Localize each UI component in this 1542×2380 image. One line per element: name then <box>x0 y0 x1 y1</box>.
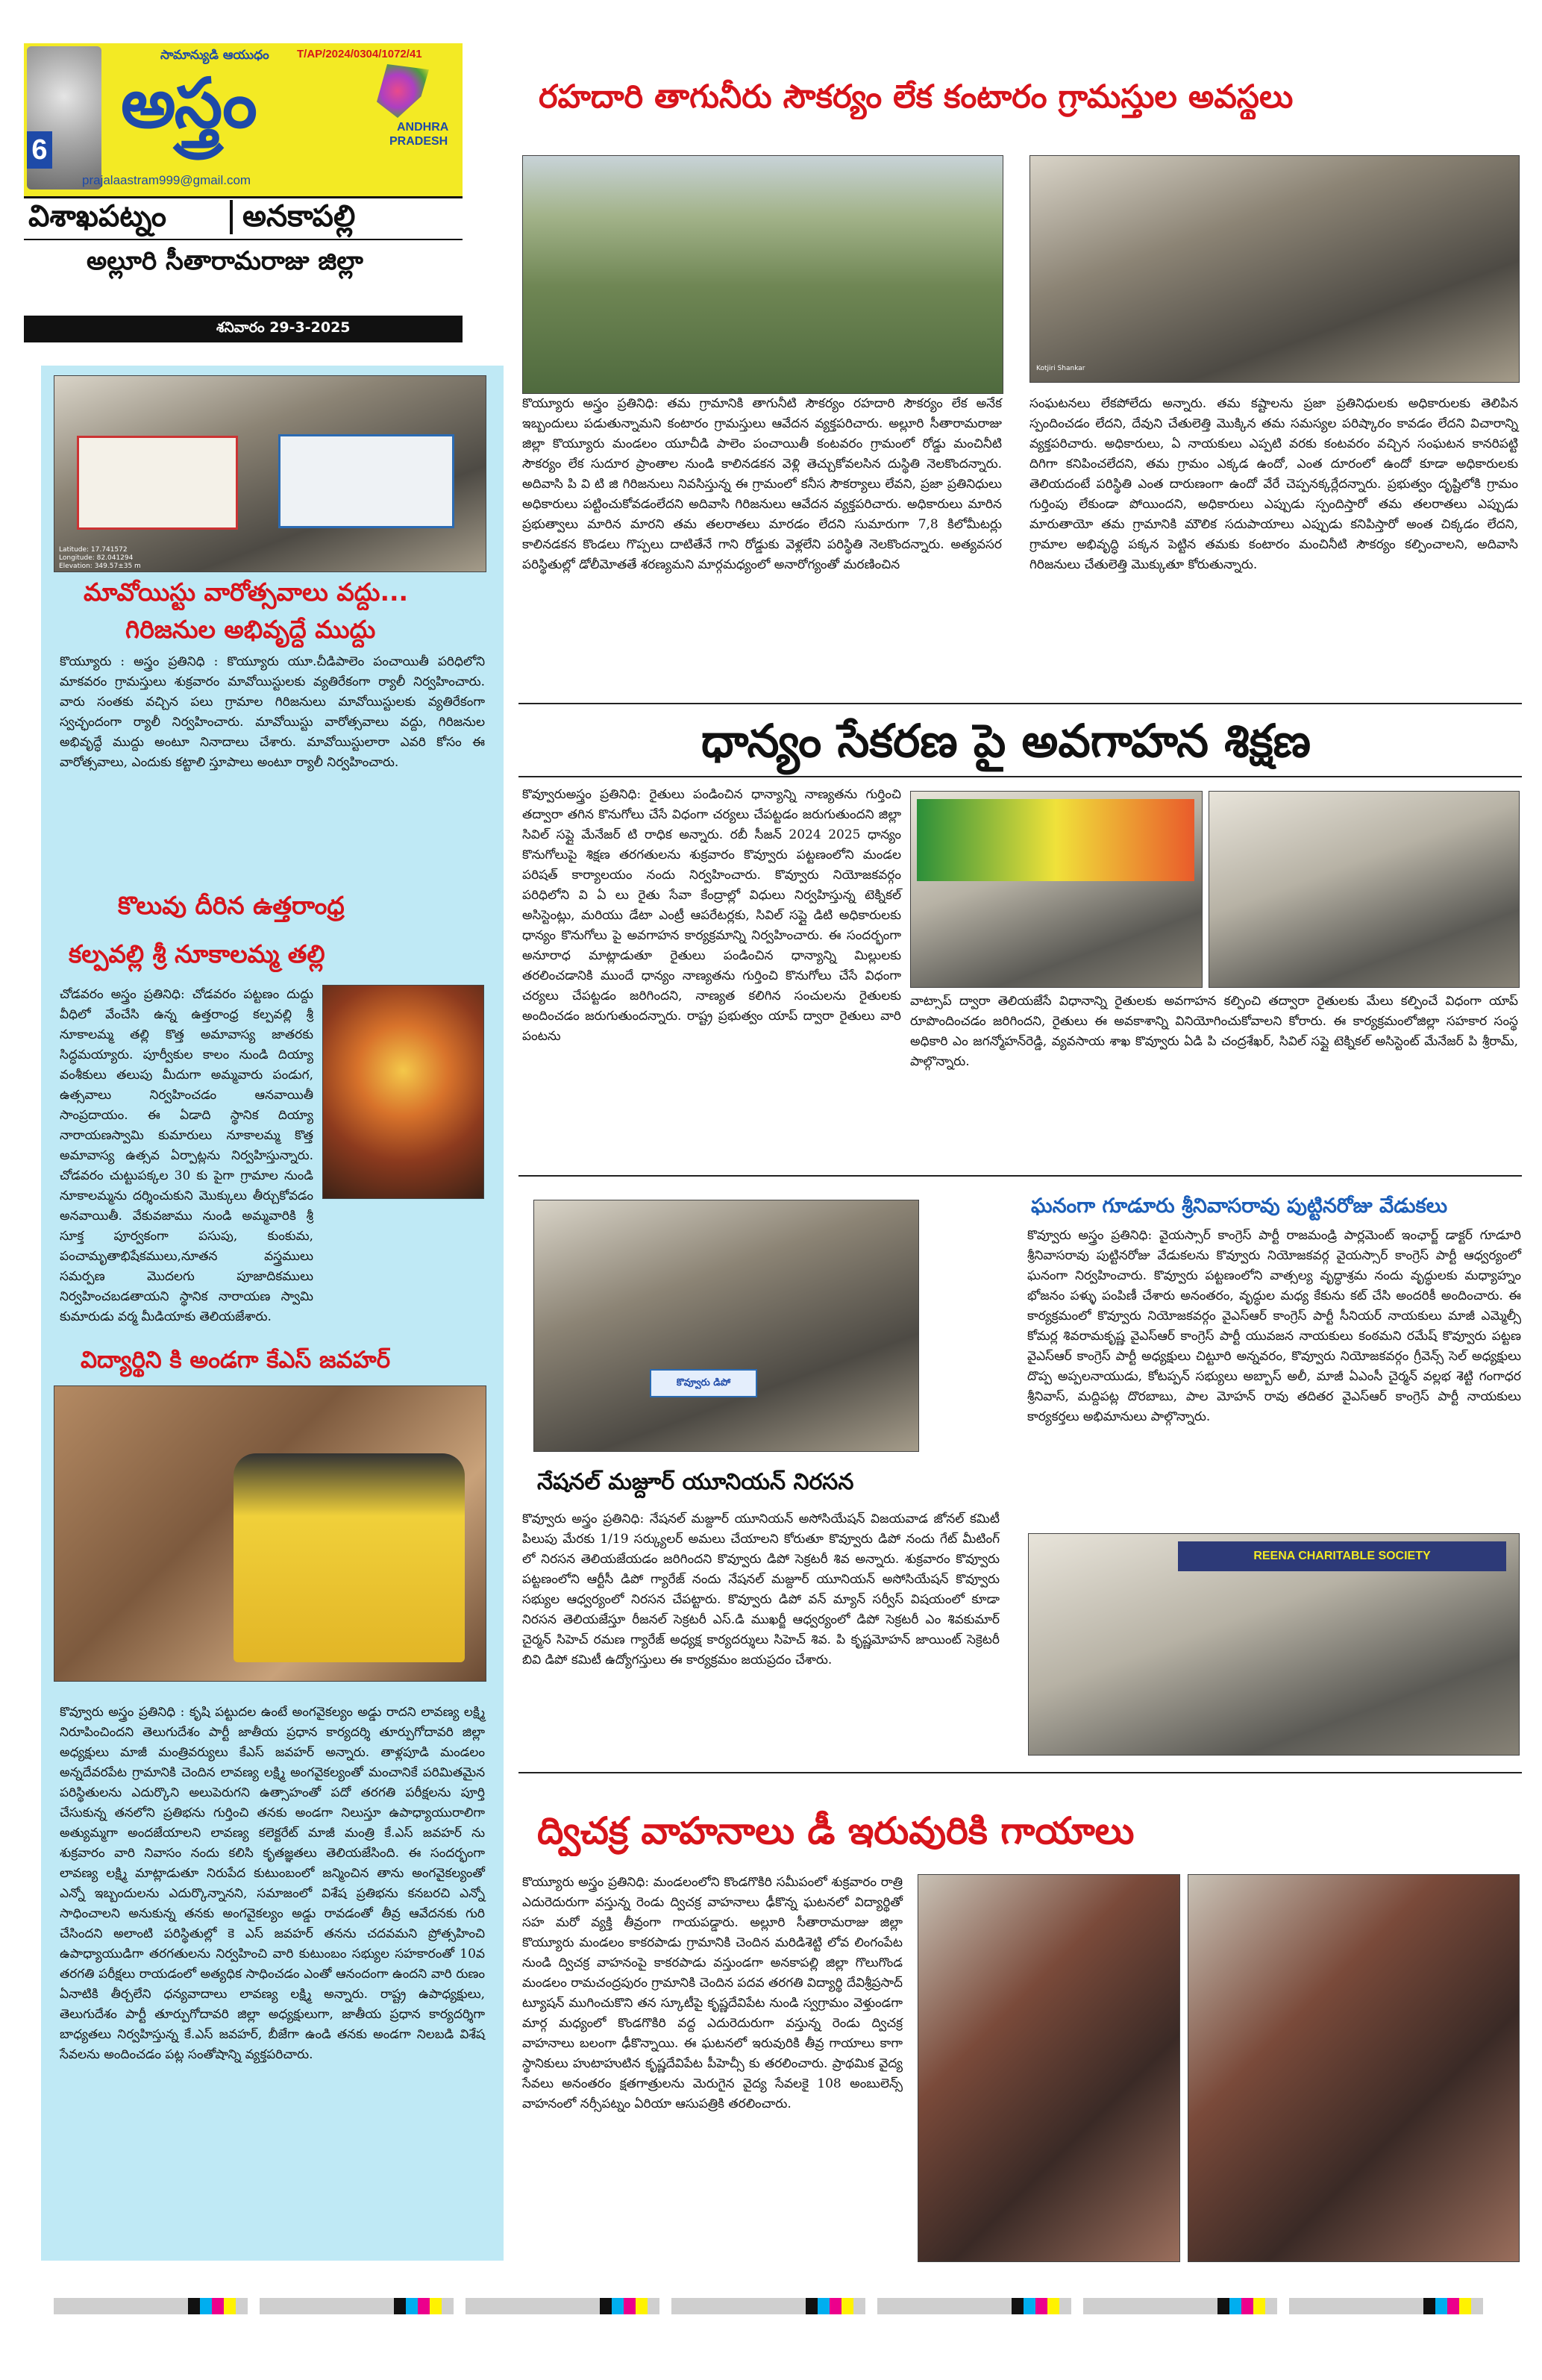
accident-headline: ద్విచక్ర వాహనాలు డీ ఇరువురికి గాయాలు <box>537 1809 1135 1853</box>
goddess-headline-1: కొలువు దీరిన ఉత్తరాంధ్ర <box>118 891 345 920</box>
district-name-2: అనకాపల్లి <box>242 199 356 234</box>
union-banner: కొవ్వూరు డిపో <box>650 1369 757 1397</box>
district-name-1: విశాఖపట్నం <box>28 199 166 234</box>
grain-article-col1: కొవ్వూరుఅస్త్రం ప్రతినిధి: రైతులు పండించిన ధాన్యాన్ని నాణ్యతను గుర్తించి తద్వారా తగిన కొనుగోలు చేసే విధంగా చర్యలు చేపట్టడం జరుగుతుందని జిల్లా సివిల్ సప్లై మేనేజర్ టి రాధిక అన్నారు. రబీ సీజన్ 2024 2025 ధాన్యం కొనుగోలుపై శిక్షణ తరగతులను శుక్రవారం కొవ్వూరు పట్టణంలోని మండల పరిషత్ కార్యాలయం నందు నిర్వహించారు. కొవ్వూరు నియోజకవర్గం పరిధిలోని వి ఏ లు రైతు సేవా కేంద్రాల్లో విధులు నిర్వహిస్తున్న టెక్నికల్ అసిస్టెంట్లు, మరియు డేటా ఎంట్రీ ఆపరేటర్లకు, సివిల్ సప్లై డిటి అధికారులకు ధాన్యం కొనుగోలు పై అవగాహన కార్యక్రమాన్ని నిర్వహించారు. ఈ సందర్భంగా అనూరాధ మాట్లాడుతూ రైతులు పండించిన ధాన్యాన్ని మిల్లులకు తరలించడానికి ముందే ధాన్యం నాణ్యతను గుర్తించి కొనుగోలు చేసే విధంగా చర్యలు చేపట్టడం జరిగిందని, నాణ్యత కలిగిన సంచులను రైతులకు అందించడం జరుగుతుందన్నారు. రాష్ట్ర ప్రభుత్వం యాప్ ద్వారా రైతులు వారి పంటను <box>522 787 901 1044</box>
masthead-slogan: సామాన్యుడి ఆయుధం <box>160 48 269 63</box>
road-photo-credit: Kotjiri Shankar <box>1036 365 1085 372</box>
grain-stage-banner <box>917 799 1194 881</box>
rally-banner-2 <box>278 434 454 528</box>
grain-photo-stage <box>910 791 1203 988</box>
union-photo <box>533 1200 919 1452</box>
road-headline: రహదారి తాగునీరు సౌకర్యం లేక కంటారం గ్రామస్తుల అవస్థలు <box>539 78 1294 116</box>
reg-number: T/AP/2024/0304/1072/41 <box>297 48 422 60</box>
gps-elevation: Elevation: 349.57±35 m <box>59 563 141 570</box>
rally-banner-1 <box>77 436 238 530</box>
road-photo-villagers <box>1029 155 1520 383</box>
student-article: కొవ్వూరు అస్త్రం ప్రతినిధి : కృషి పట్టుదల ఉంటే అంగవైకల్యం అడ్డు రాదని లావణ్య లక్ష్మి నిరూపించిందని తెలుగుదేశం పార్టీ జాతీయ ప్రధాన కార్యదర్శి తూర్పుగోదావరి జిల్లా అధ్యక్షులు మాజీ మంత్రివర్యులు కేఎస్ జవహర్ అన్నారు. తాళ్లపూడి మండలం అన్నదేవరపేట గ్రామానికి చెందిన లావణ్య లక్ష్మి అంగవైకల్యంతో మంచానికే పరిమితమైన పరిస్థితులను ఎదుర్కొని అలుపెరుగని ఉత్సాహంతో పదో తరగతి పరీక్షలను పూర్తి చేసుకున్న తనలోని ప్రతిభను గుర్తించి తనకు అండగా నిలుస్తూ ఉపాధ్యాయురాలిగా అత్యుమ్మగా అందజేయాలని లావణ్య కలెక్టరేట్ మాజీ మంత్రి కే.ఎస్ జవహర్ ను శుక్రవారం వారి నివాసం నందు కలిసి కృతజ్ఞతలు తెలియజేసింది. ఈ సందర్భంగా లావణ్య లక్ష్మి మాట్లాడుతూ నిరుపేద కుటుంబంలో జన్మించిన తాను అంగవైకల్యంతో ఎన్నో ఇబ్బందులను ఎదుర్కొన్నానని, సమాజంలో విశేష ప్రతిభను కనబరచి ఎన్నో సాధించాలని అనుకున్న తనకు అంగవైకల్యం అడ్డు రావడంతో తీవ్ర ఆవేదనకు గురి చేసిందని అలాంటి పరిస్థితుల్లో కె ఎస్ జవహర్ తనను చదవమని ప్రోత్సహించి ఉపాధ్యాయుడిగా తరగతులను నిర్వహించి వారి కుటుంబం సభ్యుల సహకారంతో 10వ తరగతి పరీక్షలు రాయడంలో అత్యధిక సాధించడం ఎంతో ఆనందంగా ఉందని వారి రుణం ఏనాటికి తీర్చలేని ధన్యవాదాలు లావణ్య లక్ష్మి అన్నారు. రాష్ట్ర ఉపాధ్యక్షులు, తెలుగుదేశం పార్టీ తూర్పుగోదావరి జిల్లా అధ్యక్షులుగా, జాతీయ ప్రధాన కార్యదర్శిగా బాధ్యతలు నిర్వహిస్తున్న కే.ఎస్ జవహర్, బీజేగా ఉండి తనకు అండగా నిలబడి విశేష సేవలను అందించడం పట్ల సంతోషాన్ని వ్యక్తపరిచారు. <box>60 1705 485 2062</box>
grain-article-col2: వాట్సాప్ ద్వారా తెలియజేసే విధానాన్ని రైతులకు అవగాహన కల్పించి తద్వారా రైతులకు మేలు కల్పించే విధంగా యాప్ రూపొందించడం జరిగిందని, రైతులు ఈ అవకాశాన్ని వినియోగించుకోవాలని కోరారు. ఈ కార్యక్రమంలోజిల్లా సహకార సంస్థ అధికారి ఎం జగన్మోహన్‌రెడ్డి, వ్యవసాయ శాఖ కొవ్వూరు ఏడి పి చంద్రశేఖర్, సివిల్ సప్లై టెక్నికల్ అసిస్టెంట్ మేనేజర్ పి శ్రీరామ్, పాల్గొన్నారు. <box>910 994 1518 1069</box>
grain-photo-audience <box>1209 791 1520 988</box>
birthday-banner: REENA CHARITABLE SOCIETY <box>1178 1541 1506 1571</box>
district-name-3: అల్లూరి సీతారామరాజు జిల్లా <box>87 246 363 276</box>
goddess-headline-2: కల్పవల్లి శ్రీ నూకాలమ్మ తల్లి <box>69 939 325 968</box>
separator-1 <box>518 703 1522 704</box>
auto-rickshaw-shape <box>234 1453 465 1662</box>
rally-headline-1: మావోయిస్టు వారోత్సవాలు వద్దు... <box>84 577 409 607</box>
masthead-email: prajalaastram999@gmail.com <box>82 173 251 187</box>
union-headline: నేషనల్ మజ్దూర్ యూనియన్ నిరసన <box>537 1469 854 1495</box>
state-name-1: ANDHRA <box>397 121 449 134</box>
rally-photo <box>54 375 486 572</box>
gps-latitude: Latitude: 17.741572 <box>59 546 128 554</box>
accident-photo-2 <box>1188 1874 1520 2262</box>
goddess-photo <box>322 985 484 1199</box>
district-divider <box>230 200 233 234</box>
road-article-col1: కొయ్యూరు అస్త్రం ప్రతినిధి: తమ గ్రామానికి తాగునీటి సౌకర్యం రహదారి సౌకర్యం లేక అనేక ఇబ్బందులు పడుతున్నామని కంటారం గ్రామస్తులు ఆవేదన వ్యక్తపరిచారు. అల్లూరి సీతారామరాజు జిల్లా కొయ్యూరు మండలం యూచీడి పాలెం పంచాయితీ కంటవరం గ్రామంలో రోడ్డు మంచినీటి సౌకర్యం లేక సుదూర ప్రాంతాల నుండి కాలినడకన వెళ్లి తెచ్చుకోవలసిన దుస్థితి నెలకొందన్నారు. అదివాసి పి వి టి జి గిరిజనులు నివసిస్తున్న ఈ గ్రామంలో కనీస సౌకర్యాలు లేవని, ప్రజా ప్రతినిధులు అధికారులు పట్టించుకోవడంలేదని అదివాసి గిరిజనులు ఆవేదన వ్యక్తపరిచారు. అధికారులు మారిన ప్రభుత్వాలు మారిన మారని తమ తలరాతలు మారడం లేదని సుమారుగా 7,8 కిలోమీటర్లు కాలినడకన కొండలు గొప్పలు దాటితేనే గాని రోడ్డుకు వెళ్లలేని పరిస్థితి నెలకొందన్నారు. అత్యవసర పరిస్థితుల్లో డోలీమోతతే శరణ్యమని మార్గమధ్యంలో అనారోగ్యంతో మరణించిన <box>522 396 1002 572</box>
separator-2 <box>518 1175 1522 1177</box>
birthday-photo <box>1028 1533 1520 1756</box>
accident-photo-1 <box>918 1874 1180 2262</box>
road-photo-hills <box>522 155 1003 394</box>
student-photo <box>54 1385 486 1682</box>
masthead-title: అస్త్రం <box>121 63 256 143</box>
student-headline: విద్యార్థిని కి అండగా కేఎస్ జవహర్ <box>81 1347 391 1374</box>
grain-headline: ధాన్యం సేకరణ పై అవగాహన శిక్షణ <box>701 715 1311 768</box>
issue-date: శనివారం 29-3-2025 <box>216 319 351 336</box>
rally-headline-2: గిరిజనుల అభివృద్ధే ముద్దు <box>125 615 376 644</box>
separator-3 <box>518 1772 1522 1773</box>
accident-article: కొయ్యూరు అస్త్రం ప్రతినిధి: మండలంలోని కొండగొకిరి సమీపంలో శుక్రవారం రాత్రి ఎదురెదురుగా వస్తున్న రెండు ద్విచక్ర వాహనాలు ఢీకొన్న ఘటనలో విద్యార్థితో సహ మరో వ్యక్తి తీవ్రంగా గాయపడ్డారు. అల్లూరి సీతారామరాజు జిల్లా కొయ్యూరు మండలం కాకరపాడు గ్రామానికి చెందిన మరిడిశెట్టి లోవ లింగంపేట నుండి ద్విచక్ర వాహనంపై కాకరపాడు వస్తుండగా అనకాపల్లి జిల్లా గొలుగొండ మండలం రామచంద్రపురం గ్రామానికి చెందిన పదవ తరగతి విద్యార్థి దేవిశ్రీప్రసాద్ ట్యూషన్ ముగించుకొని తన స్కూటీపై కృష్ణదేవిపేట నుండి స్వగ్రామం వెళ్తుండగా మార్గ మధ్యంలో కొండగొకిరి వద్ద ఎదురెదురుగా వస్తున్న రెండు ద్విచక్ర వాహనాలు బలంగా ఢీకొన్నాయి. ఈ ఘటనలో ఇరువురికి తీవ్ర గాయాలు కాగా స్థానికులు హుటాహుటిన కృష్ణదేవిపేట పీహెచ్సీ కు తరలించారు. ప్రాథమిక వైద్య సేవలు అనంతరం క్షతగాత్రులను మెరుగైన వైద్య సేవలకై 108 అంబులెన్స్ వాహనంలో నర్సీపట్నం ఏరియా ఆసుపత్రికి తరలించారు. <box>522 1875 903 2111</box>
separator-grain <box>518 776 1522 777</box>
page-number: 6 <box>27 131 52 169</box>
print-color-strip <box>54 2298 1486 2314</box>
gps-longitude: Longitude: 82.041294 <box>59 554 134 562</box>
birthday-headline: ఘనంగా గూడూరు శ్రీనివాసరావు పుట్టినరోజు వేడుకలు <box>1031 1194 1448 1218</box>
state-name-2: PRADESH <box>389 135 448 148</box>
birthday-article: కొవ్వూరు అస్త్రం ప్రతినిధి: వైయస్సార్ కాంగ్రెస్ పార్టీ రాజమండ్రి పార్లమెంట్ ఇంఛార్జ్ డాక్టర్ గూడూరి శ్రీనివాసరావు పుట్టినరోజు వేడుకలను కొవ్వూరు నియోజకవర్గ వైయస్సార్ కాంగ్రెస్ పార్టీ ఆధ్వర్యంలో ఘనంగా నిర్వహించారు. కొవ్వూరు పట్టణంలోని వాత్సల్య వృద్ధాశ్రమ నందు వృద్ధులకు మధ్యాహ్నం భోజనం పళ్ళు పంపిణీ చేశారు అనంతరం, వృద్ధుల మధ్య కేకును కట్ చేసి అందరికీ అందించారు. ఈ కార్యక్రమంలో కొవ్వూరు నియోజకవర్గం వైఎస్ఆర్ కాంగ్రెస్ పార్టీ సీనియర్ నాయకులు మాజీ ఎమ్మెల్సీ కోమర్ల శివరామకృష్ణ వైఎస్ఆర్ కాంగ్రెస్ పార్టీ యువజన నాయకులు కంఠమని రమేష్ కొవ్వూరు పట్టణ వైఎస్ఆర్ కాంగ్రెస్ పార్టీ అధ్యక్షులు చిట్టూరి అన్నవరం, కొవ్వూరు నియోజకవర్గం గ్రీవెన్స్ సెల్ అధ్యక్షులు దొప్ప అప్పలనాయుడు, కోటప్పన్ సభ్యులు అబ్బాస్ అలీ, మాజీ ఏఎంసీ చైర్మన్ వల్లభ శెట్టి గంగాధర శ్రీనివాస్, మద్దిపట్ల దొరబాబు, పాల మోహన్ రావు తదితర వైఎస్ఆర్ కాంగ్రెస్ పార్టీ నాయకులు కార్యకర్తలు అభిమానులు పాల్గొన్నారు. <box>1027 1228 1521 1424</box>
union-article: కొవ్వూరు అస్త్రం ప్రతినిధి: నేషనల్ మజ్దూర్ యూనియన్ అసోసియేషన్ విజయవాడ జోనల్ కమిటీ పిలుపు మేరకు 1/19 సర్క్యులర్ అమలు చేయాలని కోరుతూ కొవ్వూరు డిపో నందు గేట్ మీటింగ్ లో నిరసన తెలియజేయడం జరిగిందని కొవ్వూరు డిపో సెక్రటరీ శివ అన్నారు. శుక్రవారం కొవ్వూరు పట్టణంలోని ఆర్టీసీ డిపో గ్యారేజ్ నందు నేషనల్ మజ్దూర్ యూనియన్ అసోసియేషన్ కొవ్వూరు సభ్యుల ఆధ్వర్యంలో నిరసన చేపట్టారు. కొవ్వూరు డిపో వన్ మ్యాన్ సర్వీస్ విషయంలో కూడా నిరసన తెలియజేస్తూ రీజనల్ సెక్రటరీ ఎస్.డి ముఖర్జీ ఆధ్వర్యంలో డిపో సెక్రటరీ ఎం శివకుమార్ చైర్మన్ సిహెచ్ రమణ గ్యారేజ్ అధ్యక్ష కార్యదర్శులు సిహెచ్ శివ. పి కృష్ణమోహన్ జాయింట్ సెక్రెటరీ బివి డిపో కమిటీ ఉద్యోగస్తులు ఈ కార్యక్రమం జయప్రదం చేశారు. <box>522 1512 1000 1667</box>
road-article-col2: సంఘటనలు లేకపోలేదు అన్నారు. తమ కష్టాలను ప్రజా ప్రతినిధులకు అధికారులకు తెలిపిన స్పందించడం లేదని, దేవుని చేతులెత్తి మొక్కిన తమ సమస్యల పరిష్కారం కావడం లేదని విచారాన్ని వ్యక్తపరిచారు. అధికారులు, ఏ నాయకులు ఎప్పటి వరకు కంటవరం వచ్చిన సంఘటన కానరిపట్టి దిగిగా కనిపించలేదని, తమ గ్రామం ఎక్కడ ఉందో, ఎంత దూరంలో ఉందో కూడా అధికారులకు తెలియదంటే పరిస్థితి ఎంత దారుణంగా ఉందో వేరే చెప్పనక్కర్లేదన్నారు. ప్రభుత్వం దృష్టిలోకి గ్రామం గుర్తింపు లేకుండా పోయిందని, అధికారులు ఎప్పుడు స్పందిస్తారో తమ తలరాతలు ఎప్పుడు మారుతాయో తమ గ్రామానికి మౌలిక సదుపాయాలు ఎప్పుడు కనిపిస్తారో అంత చిక్కడం లేదని, గ్రామాల అభివృద్ధి పక్కన పెట్టిన తమకు కంటారం మంచినీటి సౌకర్యం కల్పించాలని, అదివాసి గిరిజనులు చేతులెత్తి మొక్కుతూ కోరుతున్నారు. <box>1029 396 1518 572</box>
goddess-article: చోడవరం అస్త్రం ప్రతినిధి: చోడవరం పట్టణం దుద్దు వీధిలో వేంచేసి ఉన్న ఉత్తరాంధ్ర కల్పవల్లి శ్రీ నూకాలమ్మ తల్లి కొత్త అమావాస్య జాతరకు సిద్ధమయ్యారు. పూర్వీకుల కాలం నుండి దియ్యా వంశీకులు తలుపు మీదుగా అమ్మవారు పండుగ, ఉత్సవాలు నిర్వహించడం ఆనవాయితీ సాంప్రదాయం. ఈ ఏడాది స్థానిక దియ్యా నారాయణస్వామి కుమారులు నూకాలమ్మ కొత్త అమావాస్య ఉత్సవ ఏర్పాట్లను నిర్వహిస్తున్నారు. చోడవరం చుట్టుపక్కల 30 కు పైగా గ్రామాల నుండి నూకాలమ్మను దర్శించుకుని మొక్కులు తీర్చుకోవడం అనవాయితీ. వేకువజాము నుండి అమ్మవారికి శ్రీ సూక్త పూర్వకంగా పసుపు, కుంకుమ, పంచామృతాభిషేకములు,నూతన వస్త్రములు సమర్పణ మొదలగు పూజాదికములు నిర్వహించబడతాయని స్థానిక నారాయణ స్వామి కుమారుడు వర్మ మీడియాకు తెలియజేశారు. <box>60 987 313 1324</box>
rally-article: కొయ్యూరు : అస్త్రం ప్రతినిధి : కొయ్యూరు యూ.చీడిపాలెం పంచాయితీ పరిధిలోని మాకవరం గ్రామస్తులు శుక్రవారం మావోయిస్టులకు వ్యతిరేకంగా ర్యాలీ నిర్వహించారు. వారు సంతకు వచ్చిన పలు గ్రామాల గిరిజనులు మావోయిస్టులకు వ్యతిరేకంగా స్వచ్ఛందంగా ర్యాలీ నిర్వహించారు. మావోయిస్టు వారోత్సవాలు వద్దు, గిరిజనుల అభివృద్ధే ముద్దు అంటూ నినాదాలు చేశారు. మావోయిస్టులారా ఎవరి కోసం ఈ వారోత్సవాలు, ఎందుకు కట్టాలి స్తూపాలు అంటూ ర్యాలీ నిర్వహించారు. <box>60 654 485 770</box>
